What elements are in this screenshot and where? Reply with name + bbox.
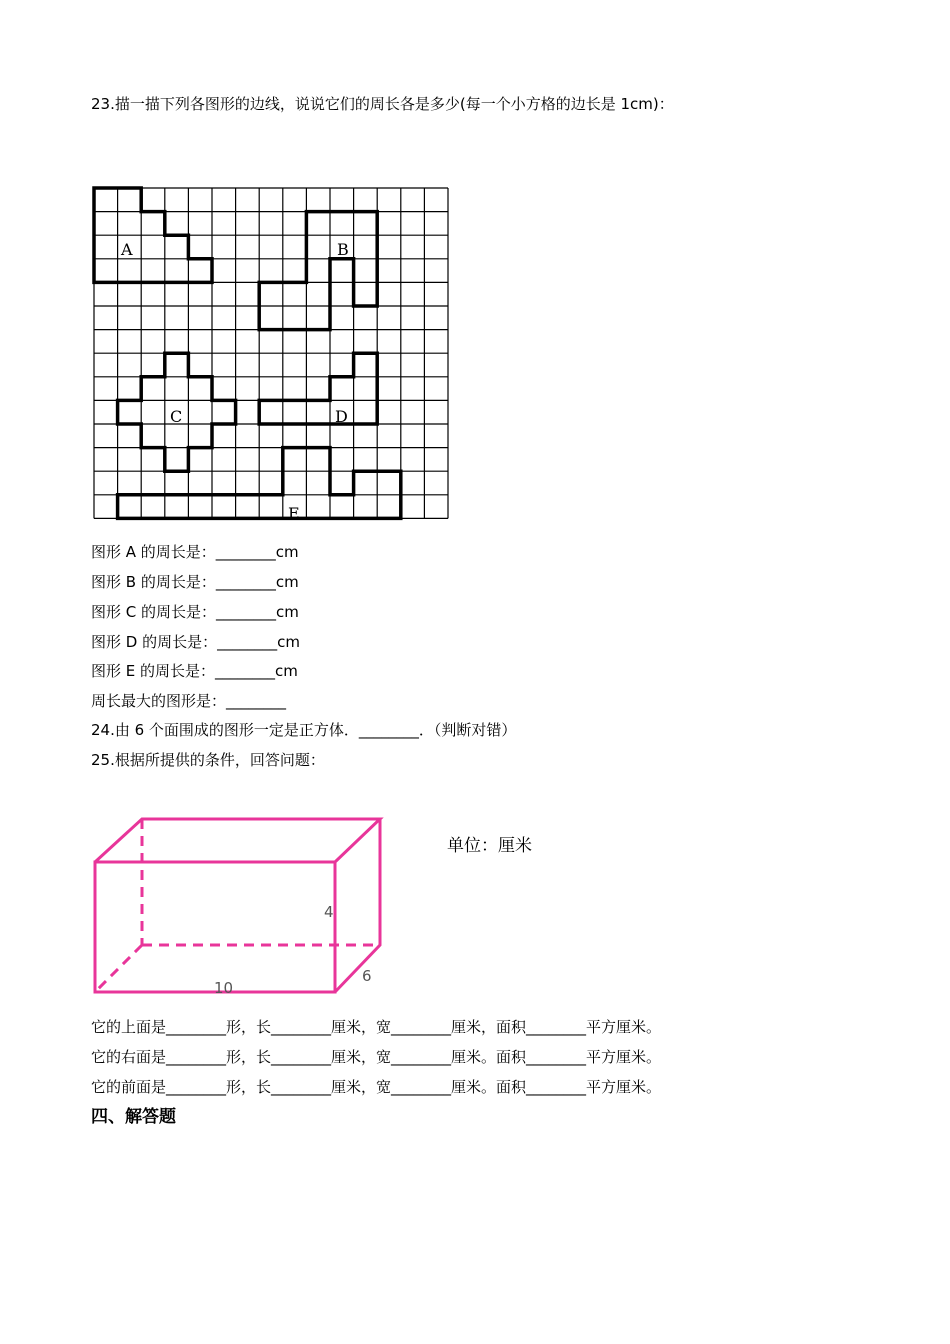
answer-max: 周长最大的图形是：________ (91, 692, 287, 710)
figure-b-label: B (337, 240, 349, 259)
figure-d-outline (259, 353, 377, 424)
figure-b-outline (259, 212, 377, 330)
q25-line-front: 它的前面是________形，长________厘米，宽________厘米。面积________平方厘米。 (91, 1078, 662, 1096)
cuboid-figure (92, 815, 392, 1000)
q25-title: 25.根据所提供的条件，回答问题： (91, 751, 325, 769)
q25-line-right: 它的右面是________形，长________厘米，宽________厘米。面积________平方厘米。 (91, 1048, 662, 1066)
answer-a: 图形 A 的周长是：________cm (91, 543, 299, 561)
grid-lines (94, 188, 448, 518)
cuboid-right-edges (335, 819, 380, 992)
cuboid-top-edges (95, 819, 380, 862)
answer-e: 图形 E 的周长是：________cm (91, 662, 298, 680)
answer-d: 图形 D 的周长是：________cm (91, 633, 300, 651)
cuboid-hidden-depth (95, 945, 142, 992)
cuboid-front-face (95, 862, 335, 992)
section-title: 四、解答题 (91, 1107, 176, 1127)
figure-a-label: A (121, 240, 133, 259)
answer-c: 图形 C 的周长是：________cm (91, 603, 299, 621)
figure-c-label: C (170, 407, 183, 426)
dimension-length: 10 (214, 979, 234, 997)
q25-line-top: 它的上面是________形，长________厘米，宽________厘米，面积________平方厘米。 (91, 1018, 662, 1036)
q23-title: 23.描一描下列各图形的边线，说说它们的周长各是多少(每一个小方格的边长是 1cm)： (91, 95, 674, 113)
q24-text: 24.由 6 个面围成的图形一定是正方体．________．（判断对错） (91, 721, 517, 739)
unit-label: 单位：厘米 (447, 836, 532, 856)
figure-e-label: E (288, 504, 300, 523)
answer-b: 图形 B 的周长是：________cm (91, 573, 299, 591)
dimension-width: 6 (362, 967, 372, 985)
grid-figure (92, 186, 454, 526)
figure-d-label: D (335, 407, 348, 426)
dimension-height: 4 (324, 903, 334, 921)
